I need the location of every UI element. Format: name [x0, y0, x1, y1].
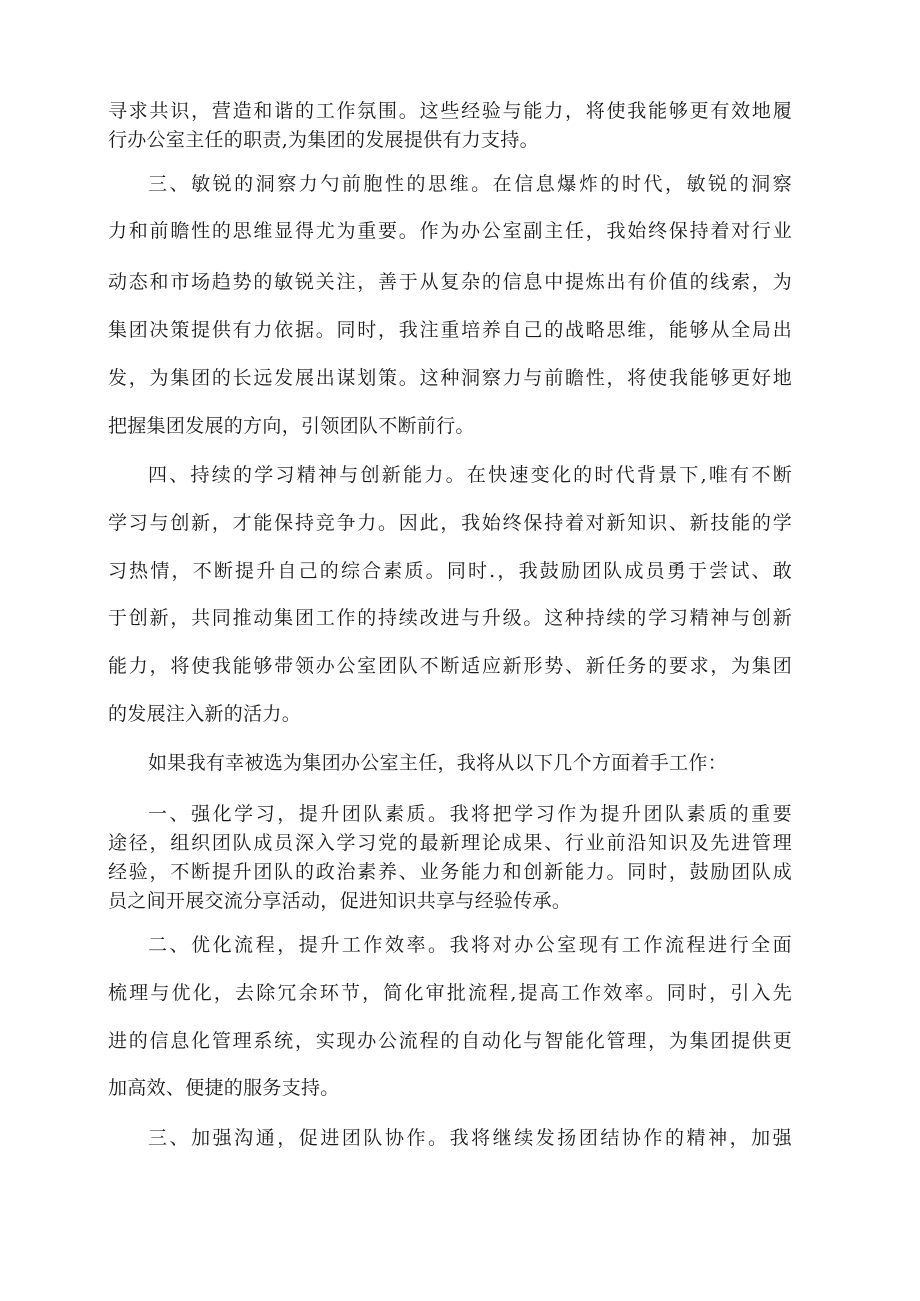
paragraph-line: 途径，组织团队成员深入学习党的最新理论成果、行业前沿知识及先进管理: [108, 832, 792, 854]
paragraph-line: 寻求共识，营造和谐的工作氛围。这些经验与能力，将使我能够更有效地履: [108, 100, 792, 122]
paragraph-line: 四、持续的学习精神与创新能力。在快速变化的时代背景下,唯有不断: [148, 464, 792, 486]
paragraph-line: 三、加强沟通，促进团队协作。我将继续发扬团结协作的精神，加强: [148, 1127, 792, 1149]
paragraph-line: 发，为集团的长远发展出谋划策。这种洞察力与前瞻性，将使我能够更好地: [108, 367, 792, 389]
paragraph-line: 把握集团发展的方向，引领团队不断前行。: [108, 415, 475, 437]
paragraph-line: 习热情，不断提升自己的综合素质。同时.，我鼓励团队成员勇于尝试、敢: [108, 560, 792, 582]
paragraph-line: 于创新，共同推动集团工作的持续改进与升级。这种持续的学习精神与创新: [108, 607, 792, 629]
paragraph-line: 梳理与优化，去除冗余环节，简化审批流程,提高工作效率。同时，引入先: [108, 982, 792, 1004]
paragraph-line: 员之间开展交流分享活动，促进知识共享与经验传承。: [108, 890, 572, 912]
paragraph-line: 如果我有幸被选为集团办公室主任，我将从以下几个方面着手工作：: [148, 752, 728, 774]
paragraph-line: 的发展注入新的活力。: [108, 703, 302, 725]
paragraph-line: 进的信息化管理系统，实现办公流程的自动化与智能化管理，为集团提供更: [108, 1030, 792, 1052]
paragraph-line: 集团决策提供有力依据。同时，我注重培养自己的战略思维，能够从全局出: [108, 319, 792, 341]
paragraph-line: 能力，将使我能够带领办公室团队不断适应新形势、新任务的要求，为集团: [108, 655, 792, 677]
paragraph-line: 加高效、便捷的服务支持。: [108, 1077, 340, 1099]
paragraph-line: 学习与创新，才能保持竞争力。因此，我始终保持着对新知识、新技能的学: [108, 512, 792, 534]
paragraph-line: 行办公室主任的职责,为集团的发展提供有力支持。: [108, 129, 539, 151]
paragraph-line: 动态和市场趋势的敏锐关注，善于从复杂的信息中提炼出有价值的线索，为: [108, 271, 792, 293]
paragraph-line: 经验，不断提升团队的政治素养、业务能力和创新能力。同时，鼓励团队成: [108, 861, 792, 883]
paragraph-line: 三、敏锐的洞察力勺前胞性的思维。在信息爆炸的时代，敏锐的洞察: [148, 173, 792, 195]
paragraph-line: 一、强化学习，提升团队素质。我将把学习作为提升团队素质的重要: [148, 803, 792, 825]
paragraph-line: 力和前瞻性的思维显得尤为重要。作为办公室副主任，我始终保持着对行业: [108, 220, 792, 242]
paragraph-line: 二、优化流程，提升工作效率。我将对办公室现有工作流程进行全面: [148, 934, 792, 956]
